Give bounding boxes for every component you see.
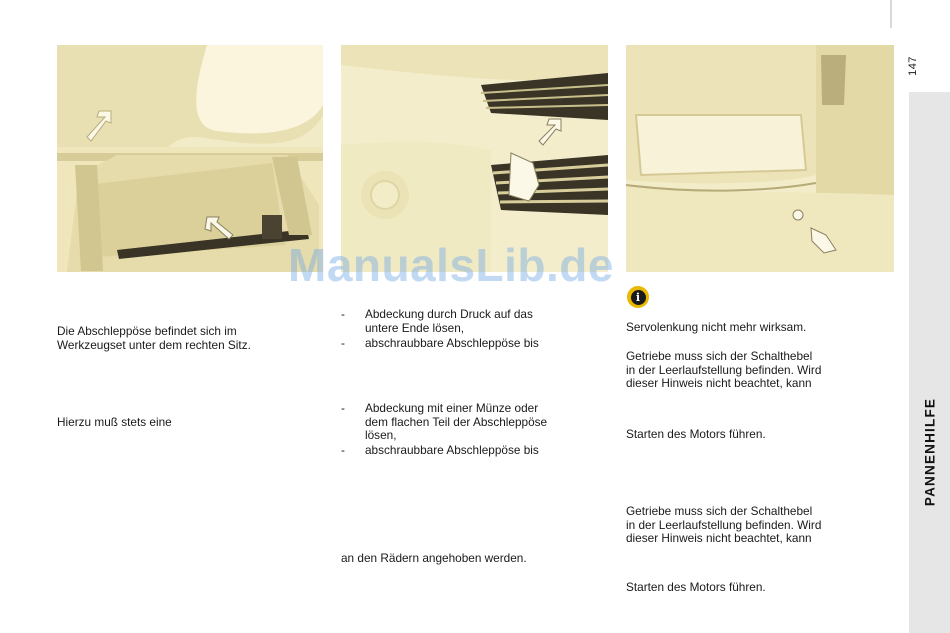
info-icon-glyph: i — [631, 290, 646, 305]
col3-paragraph-2: Getriebe muss sich der Schalthebel in der Leerlaufstellung befinden. Wird dieser Hinweis nicht beachtet, kann — [626, 349, 822, 390]
bullet-dash: - — [341, 443, 345, 457]
list-item — [341, 308, 611, 335]
col3-paragraph-5: Starten des Motors führen. — [626, 580, 766, 594]
list-item-text: abschraubbare Abschleppöse bis — [365, 336, 539, 350]
col1-paragraph-1: Die Abschleppöse befindet sich im Werkzeugset unter dem rechten Sitz. — [57, 324, 251, 352]
page-number: 147 — [906, 56, 919, 76]
info-icon — [627, 286, 649, 308]
list-item-text: Abdeckung mit einer Münze oder dem flachen Teil der Abschleppöse lösen, — [365, 401, 548, 442]
section-tab-label: PANNENHILFE — [922, 397, 937, 507]
list-item-text: Abdeckung durch Druck auf das untere Ende lösen, — [365, 307, 533, 335]
list-item — [341, 402, 611, 443]
photo-seat-toolkit — [57, 45, 323, 272]
list-item — [341, 444, 611, 458]
list-item — [341, 337, 611, 351]
bullet-dash: - — [341, 401, 345, 415]
photo-rear-bumper — [626, 45, 894, 272]
col3-paragraph-3: Starten des Motors führen. — [626, 427, 766, 441]
watermark: ManualsLib.de — [288, 239, 614, 291]
bullet-dash: - — [341, 336, 345, 350]
top-rule — [890, 0, 892, 28]
bullet-dash: - — [341, 307, 345, 321]
list-item-text: abschraubbare Abschleppöse bis — [365, 443, 539, 457]
section-tab — [909, 92, 950, 633]
col3-paragraph-1: Servolenkung nicht mehr wirksam. — [626, 320, 807, 334]
col1-paragraph-2: Hierzu muß stets eine — [57, 415, 172, 429]
col3-paragraph-4: Getriebe muss sich der Schalthebel in der Leerlaufstellung befinden. Wird dieser Hinweis nicht beachtet, kann — [626, 504, 822, 545]
col2-closing-line: an den Rädern angehoben werden. — [341, 551, 527, 565]
